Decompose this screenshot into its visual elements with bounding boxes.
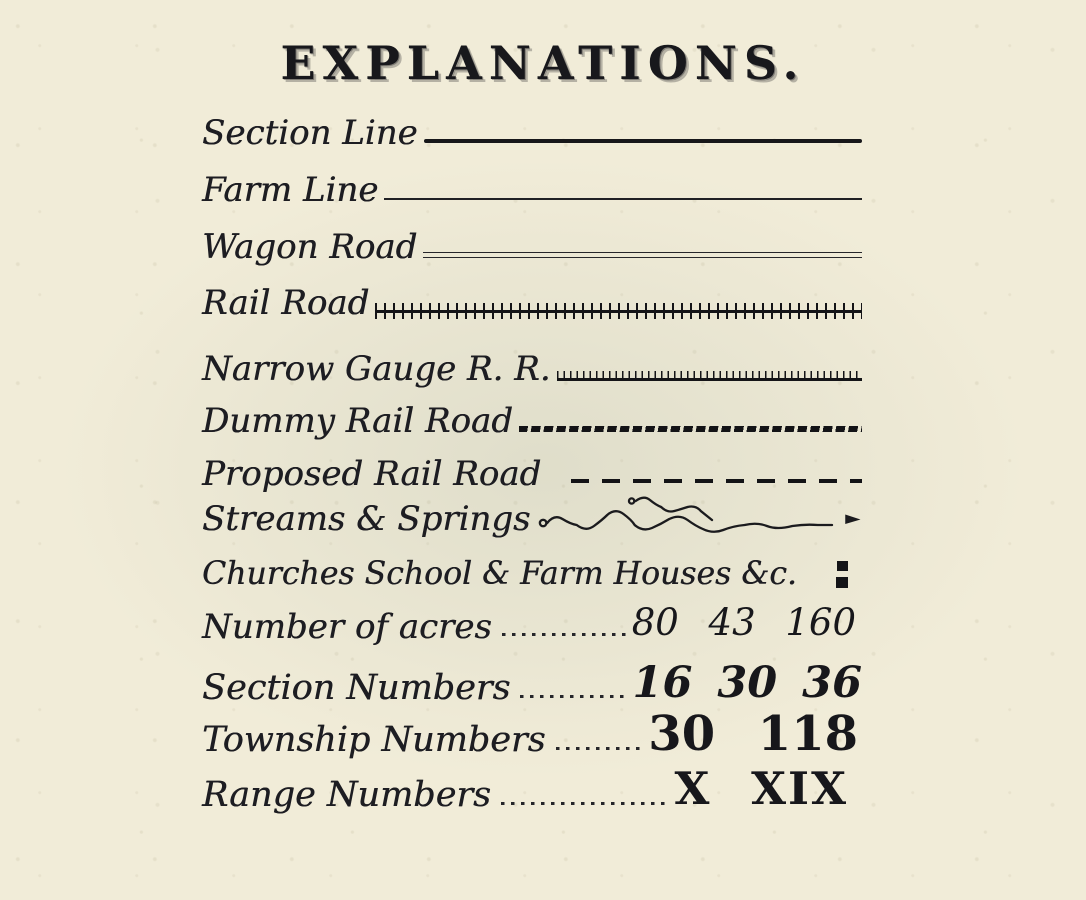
legend-row-churches-schools [202,540,862,592]
row-label: Dummy Rail Road [202,400,513,441]
stream-squiggle-arrow-symbol [536,492,862,540]
row-label: Farm Line [202,169,379,210]
range-number-sample-values: X XIX [674,762,848,815]
proposed-railroad-line-symbol [571,479,862,484]
acres-sample-values: 80 43 160 [631,601,856,644]
row-label: Number of acres [202,606,492,647]
row-label: Wagon Road [202,226,418,267]
railroad-line-symbol [375,303,862,319]
row-label: Section Line [202,112,418,153]
legend-row-dummy-rail-road [202,388,862,440]
dotted-leader [502,633,626,636]
page-title: EXPLANATIONS. [280,36,806,90]
legend-row-wagon-road [202,214,862,266]
dotted-leader [556,747,643,750]
wagon-road-symbol [423,252,862,258]
building-square-icon [837,561,848,571]
section-line-symbol [424,139,862,143]
dotted-leader [520,695,626,698]
row-label: Churches School & Farm Houses &c. [202,555,797,592]
section-number-sample-values: 16 30 36 [632,658,862,708]
row-label: Streams & Springs [202,498,531,539]
building-square-icon [836,577,848,588]
legend-row-narrow-gauge [202,336,862,388]
building-squares-symbol [836,561,848,588]
narrow-gauge-line-symbol [557,371,862,381]
legend-row-section-numbers [202,656,862,708]
township-number-sample-values: 30 118 [648,706,858,762]
legend-row-rail-road [202,270,862,322]
legend-row-section-line [202,100,862,152]
row-label: Proposed Rail Road [202,453,542,494]
legend-row-township-numbers [202,708,862,760]
legend-row-streams-springs [202,486,862,538]
dotted-leader [501,802,669,805]
dummy-railroad-line-symbol [519,426,862,432]
row-label: Section Numbers [202,667,511,708]
row-label: Narrow Gauge R. R. [202,348,551,389]
legend-row-farm-line [202,157,862,209]
row-label: Rail Road [202,282,370,323]
row-label: Township Numbers [202,719,546,760]
legend-row-range-numbers [202,763,862,815]
legend-row-number-of-acres [202,594,862,646]
row-label: Range Numbers [202,774,491,815]
farm-line-symbol [384,198,862,201]
